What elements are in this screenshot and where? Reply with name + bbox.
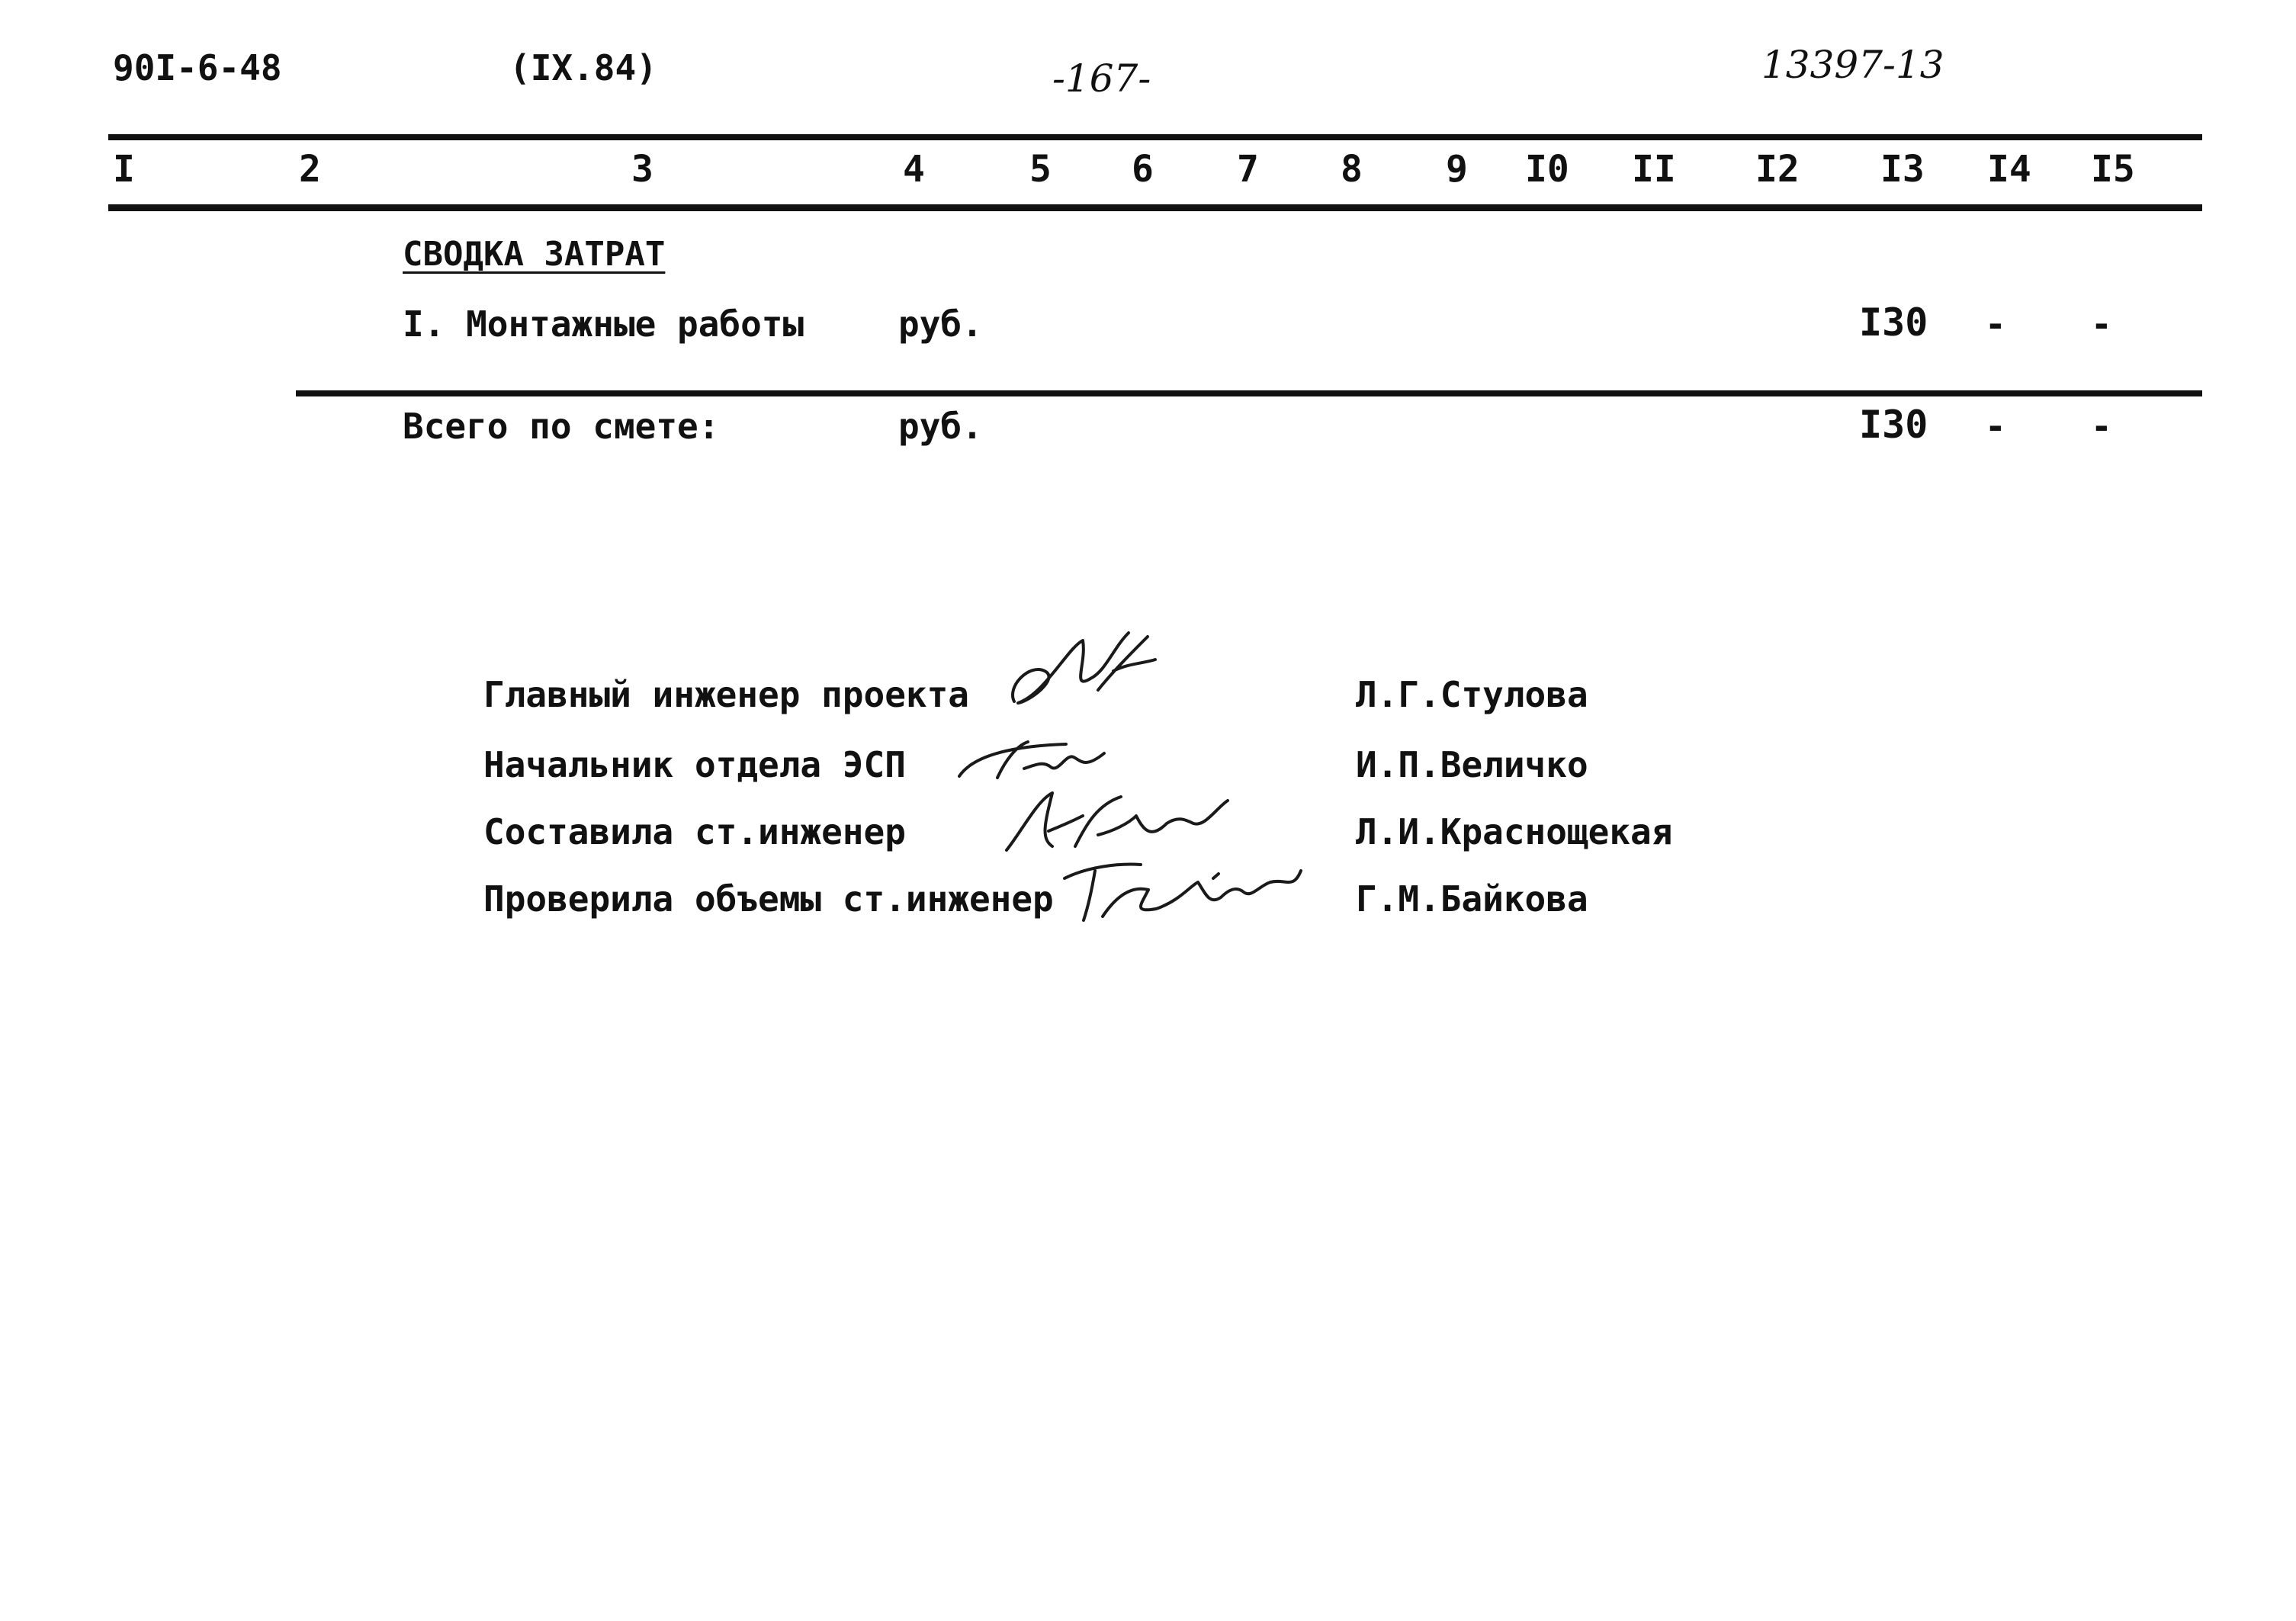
signatory-role-4: Проверила объемы ст.инженер: [483, 878, 1054, 920]
total-unit: руб.: [898, 406, 983, 447]
column-header-8: 8: [1341, 148, 1363, 191]
signatory-name-3: Л.И.Краснощекая: [1356, 811, 1673, 852]
signature-1-icon: [999, 618, 1167, 717]
total-col15: -: [2091, 406, 2112, 447]
row-1-col15: -: [2091, 303, 2112, 345]
total-col14: -: [1985, 406, 2006, 447]
sheet-reference: 13397-13: [1761, 43, 1944, 87]
column-header-6: 6: [1132, 148, 1154, 191]
row-1-name: I. Монтажные работы: [403, 303, 804, 345]
signatory-role-3: Составила ст.инженер: [483, 811, 906, 852]
signatory-name-4: Г.М.Байкова: [1356, 878, 1588, 920]
row-1-unit: руб.: [898, 303, 983, 345]
column-header-7: 7: [1237, 148, 1259, 191]
column-header-15: I5: [2091, 148, 2135, 191]
column-header-4: 4: [903, 148, 925, 191]
table-header-bottom-rule: [108, 204, 2202, 211]
total-name: Всего по смете:: [403, 406, 720, 447]
document-edition: (IX.84): [509, 47, 657, 88]
row-1-col13: I30: [1859, 300, 1928, 345]
column-header-13: I3: [1880, 148, 1925, 191]
signatory-role-2: Начальник отдела ЭСП: [483, 744, 906, 785]
column-header-5: 5: [1029, 148, 1052, 191]
document-code: 90I-6-48: [113, 47, 282, 88]
signatory-name-2: И.П.Величко: [1356, 744, 1588, 785]
table-top-rule: [108, 134, 2202, 140]
column-header-9: 9: [1446, 148, 1468, 191]
signatory-role-1: Главный инженер проекта: [483, 674, 969, 715]
total-col13: I30: [1859, 403, 1928, 447]
signatory-name-1: Л.Г.Стулова: [1356, 674, 1588, 715]
row-1-col14: -: [1985, 303, 2006, 345]
section-title: СВОДКА ЗАТРАТ: [403, 235, 666, 274]
column-header-10: I0: [1525, 148, 1569, 191]
column-header-11: II: [1632, 148, 1676, 191]
page-number: -167-: [1052, 56, 1151, 101]
column-header-14: I4: [1987, 148, 2031, 191]
column-header-12: I2: [1755, 148, 1800, 191]
signature-4-icon: [1057, 848, 1316, 932]
column-header-1: I: [113, 148, 135, 191]
column-header-2: 2: [299, 148, 321, 191]
column-header-3: 3: [631, 148, 653, 191]
total-rule: [296, 390, 2202, 396]
